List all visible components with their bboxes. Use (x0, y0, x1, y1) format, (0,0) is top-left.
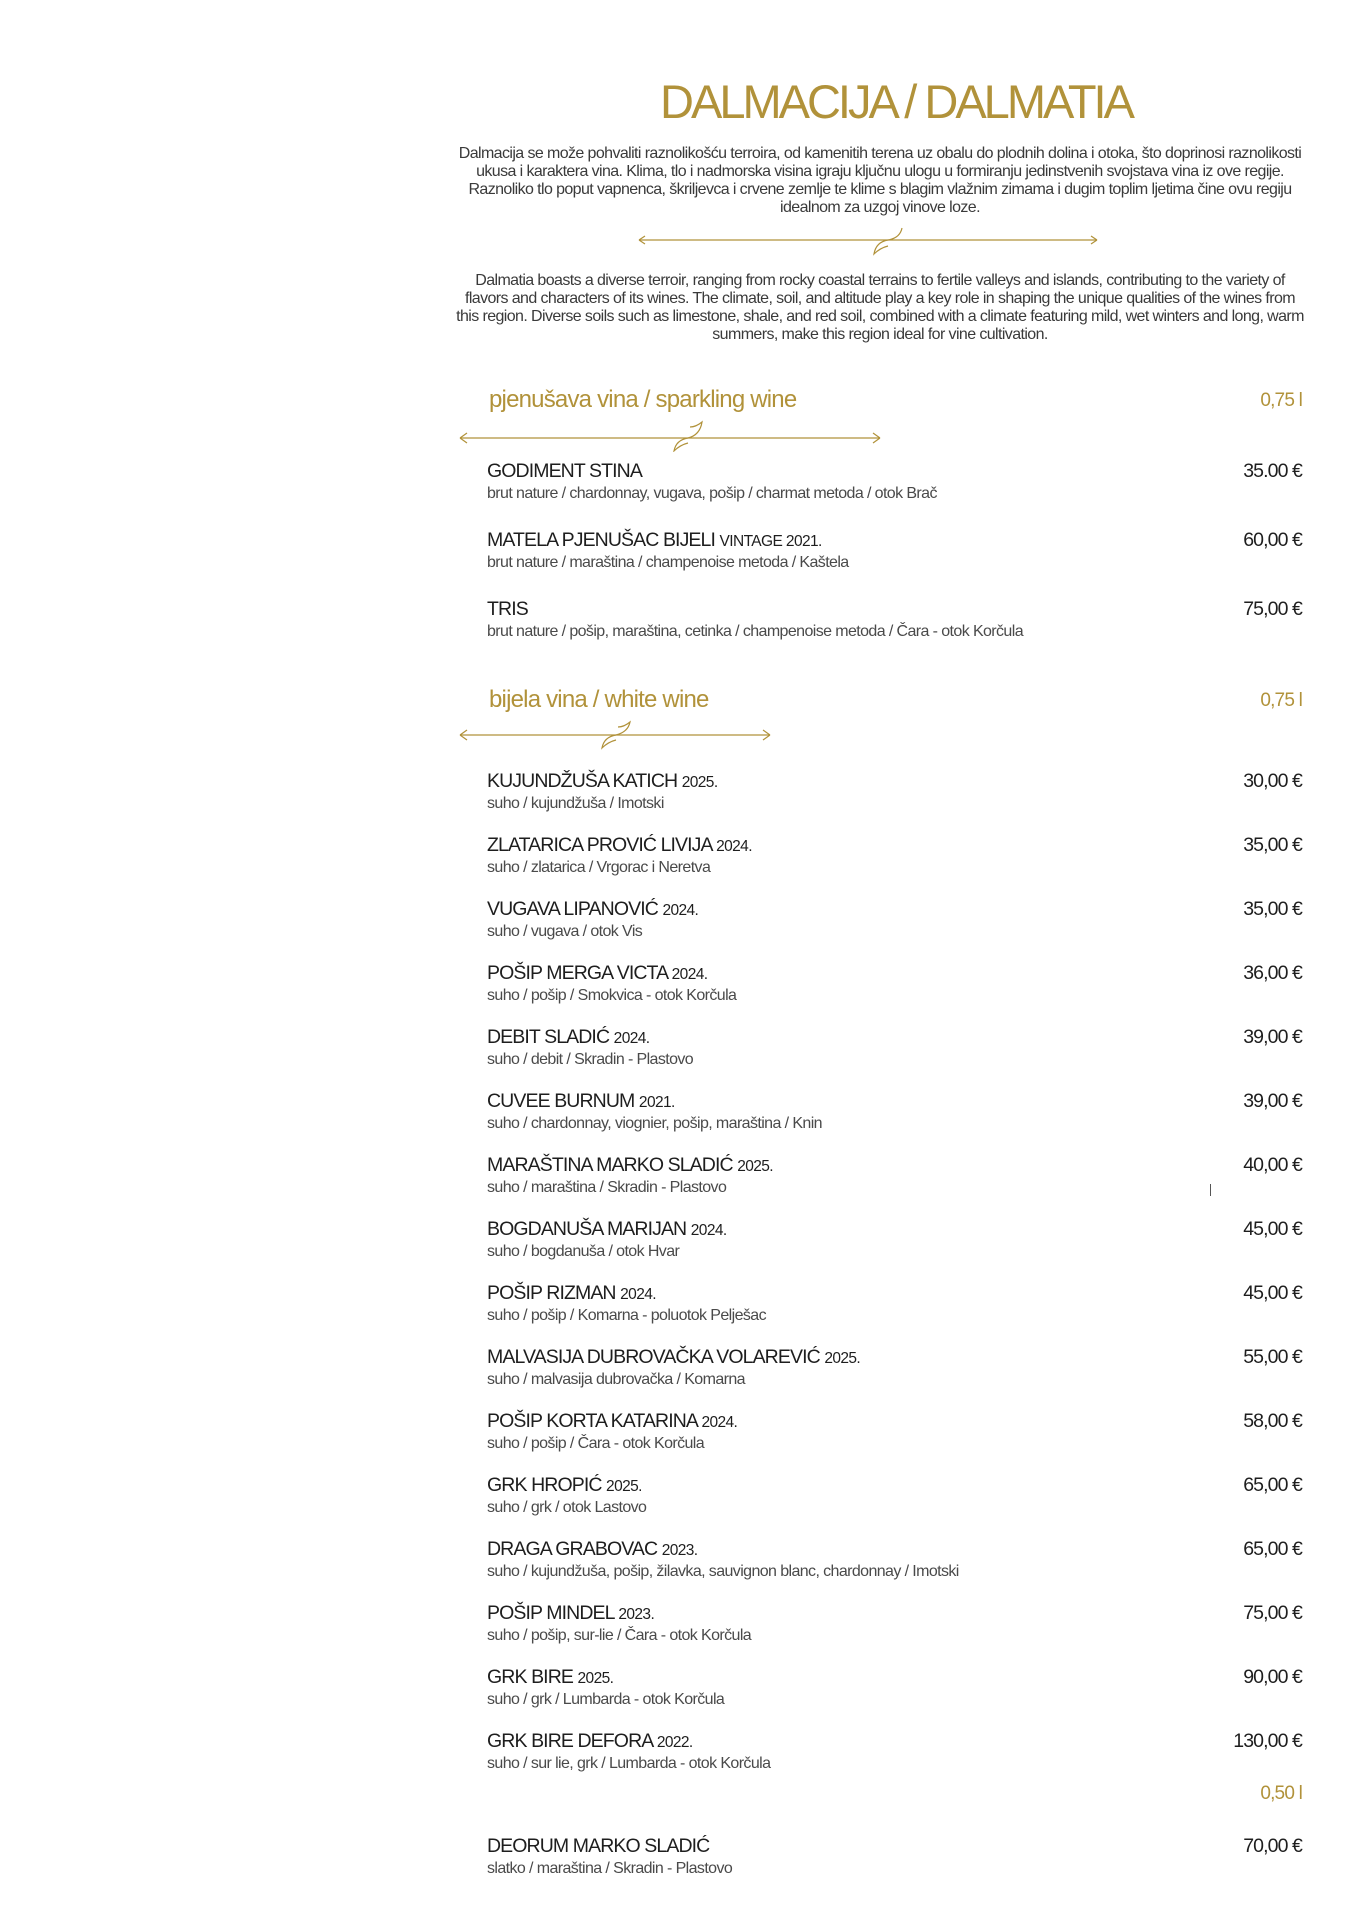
wine-price: 55,00 € (1243, 1346, 1302, 1368)
wine-item (487, 898, 1302, 942)
wine-item (487, 1730, 1302, 1774)
wine-name: VUGAVA LIPANOVIĆ (487, 898, 658, 920)
wine-description: slatko / maraština / Skradin - Plastovo (487, 1860, 733, 1877)
section-volume-sparkling: 0,75 l (1260, 390, 1302, 411)
wine-description: suho / kujundžuša / Imotski (487, 795, 664, 812)
wine-description: suho / zlatarica / Vrgorac i Neretva (487, 859, 711, 876)
wine-item (487, 1666, 1302, 1710)
wine-description: brut nature / pošip, maraština, cetinka / champenoise metoda / Čara - otok Korčula (487, 623, 1023, 640)
wine-description: suho / pošip / Komarna - poluotok Pelješac (487, 1307, 766, 1324)
wine-description: suho / grk / otok Lastovo (487, 1499, 647, 1516)
intro-croatian: Dalmacija se može pohvaliti raznolikošću terroira, od kamenitih terena uz obalu do plodnih dolina i otoka, što doprinosi raznolikosti ukusa i karaktera vina. Klima, tlo i nadmorska visina igraju ključnu ulogu u formiranju jedinstvenih svojstava vina iz ove regije. Raznoliko tlo poput vapnenca, škriljevca i crvene zemlje te klime s blagim vlažnim zimama i dugim toplim ljetima čine ovu regiju idealnom za uzgoj vinove loze. (458, 145, 1302, 216)
wine-description: suho / sur lie, grk / Lumbarda - otok Korčula (487, 1755, 771, 1772)
wine-price: 130,00 € (1233, 1730, 1302, 1752)
flourish-divider (633, 226, 1103, 262)
wine-year: 2025. (737, 1158, 773, 1175)
wine-item (487, 529, 1302, 573)
wine-price: 60,00 € (1243, 529, 1302, 551)
wine-name: POŠIP RIZMAN (487, 1282, 616, 1304)
wine-item (487, 834, 1302, 878)
wine-item (487, 598, 1302, 642)
wine-description: suho / chardonnay, viognier, pošip, maraština / Knin (487, 1115, 822, 1132)
wine-item (487, 1538, 1302, 1582)
wine-name: TRIS (487, 598, 528, 620)
wine-price: 35,00 € (1243, 898, 1302, 920)
wine-price: 35,00 € (1243, 834, 1302, 856)
wine-year: 2024. (662, 902, 699, 919)
wine-name: CUVEE BURNUM (487, 1090, 635, 1112)
wine-year: 2025. (824, 1350, 861, 1367)
wine-year: 2025. (577, 1670, 614, 1687)
wine-year: 2025. (681, 774, 718, 791)
wine-description: suho / kujundžuša, pošip, žilavka, sauvignon blanc, chardonnay / Imotski (487, 1563, 959, 1580)
wine-price: 40,00 € (1243, 1154, 1302, 1176)
wine-year: 2024. (690, 1222, 727, 1239)
wine-year: VINTAGE 2021. (719, 533, 822, 550)
wine-name: GODIMENT STINA (487, 460, 642, 482)
wine-name: KUJUNDŽUŠA KATICH (487, 770, 678, 792)
wine-description: suho / maraština / Skradin - Plastovo (487, 1179, 727, 1196)
wine-year: 2024. (701, 1414, 738, 1431)
wine-name: GRK BIRE DEFORA (487, 1730, 653, 1752)
wine-price: 75,00 € (1243, 598, 1302, 620)
wine-item (487, 1090, 1302, 1134)
wine-price: 45,00 € (1243, 1218, 1302, 1240)
wine-name: DEORUM MARKO SLADIĆ (487, 1835, 710, 1857)
wine-name: POŠIP MINDEL (487, 1602, 614, 1624)
section-heading-sparkling: pjenušava vina / sparkling wine (489, 386, 797, 413)
wine-name: DEBIT SLADIĆ (487, 1026, 610, 1048)
wine-price: 39,00 € (1243, 1026, 1302, 1048)
wine-name: MARAŠTINA MARKO SLADIĆ (487, 1154, 733, 1176)
wine-name: GRK HROPIĆ (487, 1474, 602, 1496)
wine-price: 58,00 € (1243, 1410, 1302, 1432)
wine-description: brut nature / chardonnay, vugava, pošip / charmat metoda / otok Brač (487, 485, 937, 502)
wine-year: 2021. (638, 1094, 675, 1111)
divider-mark (1210, 1184, 1211, 1196)
wine-year: 2024. (613, 1030, 650, 1047)
section-volume-white: 0,75 l (1260, 690, 1302, 711)
wine-description: suho / malvasija dubrovačka / Komarna (487, 1371, 745, 1388)
wine-price: 90,00 € (1243, 1666, 1302, 1688)
wine-name: POŠIP KORTA KATARINA (487, 1410, 697, 1432)
wine-year: 2025. (606, 1478, 642, 1495)
wine-item (487, 1835, 1302, 1879)
wine-price: 35.00 € (1243, 460, 1302, 482)
wine-item (487, 962, 1302, 1006)
page-title: DALMACIJA / DALMATIA (660, 75, 1132, 128)
wine-price: 30,00 € (1243, 770, 1302, 792)
wine-description: suho / pošip / Smokvica - otok Korčula (487, 987, 737, 1004)
wine-item (487, 460, 1302, 504)
wine-description: suho / vugava / otok Vis (487, 923, 643, 940)
wine-name: GRK BIRE (487, 1666, 573, 1688)
wine-name: DRAGA GRABOVAC (487, 1538, 658, 1560)
wine-year: 2023. (618, 1606, 655, 1623)
flourish-divider (456, 718, 774, 754)
wine-name: POŠIP MERGA VICTA (487, 962, 668, 984)
wine-item (487, 770, 1302, 814)
wine-item (487, 1154, 1302, 1198)
wine-price: 45,00 € (1243, 1282, 1302, 1304)
intro-english: Dalmatia boasts a diverse terroir, ranging from rocky coastal terrains to fertile valleys and islands, contributing to the variety of flavors and characters of its wines. The climate, soil, and altitude play a key role in shaping the unique qualities of the wines from this region. Diverse soils such as limestone, shale, and red soil, combined with a climate featuring mild, wet winters and long, warm summers, make this region ideal for vine cultivation. (456, 272, 1304, 343)
wine-description: suho / grk / Lumbarda - otok Korčula (487, 1691, 725, 1708)
wine-year: 2022. (656, 1734, 693, 1751)
wine-item (487, 1282, 1302, 1326)
wine-price: 39,00 € (1243, 1090, 1302, 1112)
wine-item (487, 1602, 1302, 1646)
wine-price: 75,00 € (1243, 1602, 1302, 1624)
wine-year: 2024. (620, 1286, 656, 1303)
wine-price: 36,00 € (1243, 962, 1302, 984)
wine-description: suho / pošip / Čara - otok Korčula (487, 1435, 705, 1452)
wine-year: 2024. (671, 966, 708, 983)
wine-description: suho / debit / Skradin - Plastovo (487, 1051, 694, 1068)
wine-year: 2024. (716, 838, 752, 855)
wine-price: 65,00 € (1243, 1474, 1302, 1496)
wine-item (487, 1346, 1302, 1390)
wine-name: MALVASIJA DUBROVAČKA VOLAREVIĆ (487, 1346, 820, 1368)
section-heading-white: bijela vina / white wine (489, 686, 709, 713)
wine-description: suho / bogdanuša / otok Hvar (487, 1243, 680, 1260)
wine-item (487, 1474, 1302, 1518)
wine-name: BOGDANUŠA MARIJAN (487, 1218, 687, 1240)
wine-item (487, 1218, 1302, 1262)
wine-price: 70,00 € (1243, 1835, 1302, 1857)
wine-price: 65,00 € (1243, 1538, 1302, 1560)
wine-description: brut nature / maraština / champenoise metoda / Kaštela (487, 554, 849, 571)
flourish-divider (456, 414, 884, 452)
wine-year: 2023. (661, 1542, 698, 1559)
wine-name: MATELA PJENUŠAC BIJELI (487, 529, 715, 551)
wine-description: suho / pošip, sur-lie / Čara - otok Korčula (487, 1627, 752, 1644)
wine-name: ZLATARICA PROVIĆ LIVIJA (487, 834, 712, 856)
wine-item (487, 1410, 1302, 1454)
wine-item (487, 1026, 1302, 1070)
section-volume-dessert: 0,50 l (1260, 1783, 1302, 1804)
